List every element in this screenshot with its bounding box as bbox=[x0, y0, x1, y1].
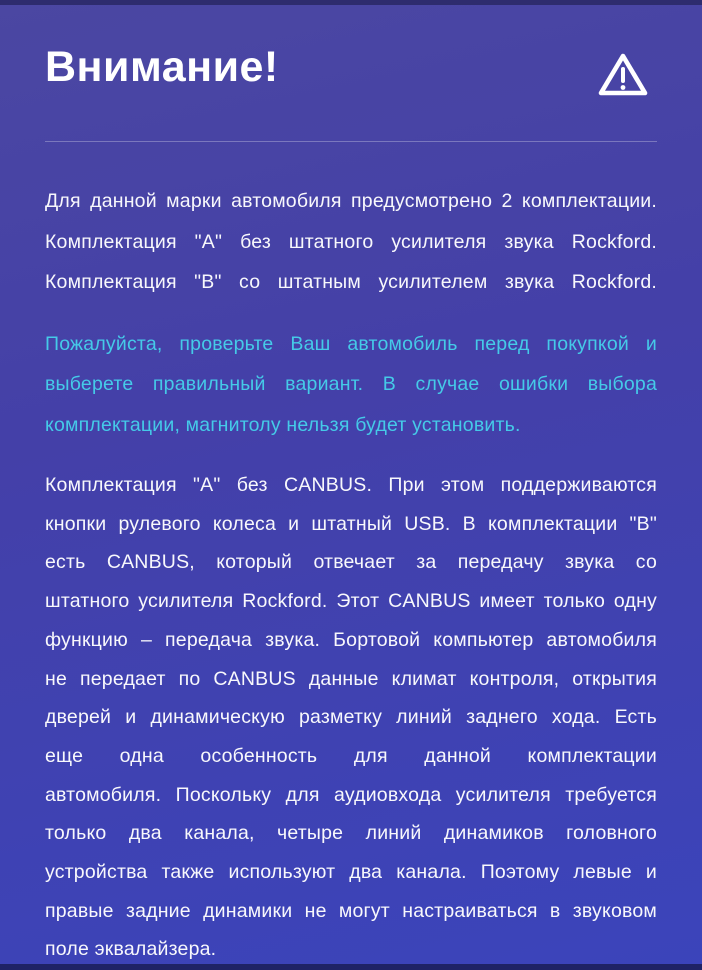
divider-line bbox=[45, 141, 657, 142]
text-line: функцию – передача звука. Бортовой компьютер автомобиля bbox=[45, 628, 657, 651]
warning-triangle-icon bbox=[595, 50, 651, 107]
text-line: Для данной марки автомобиля предусмотрено 2 комплектации. bbox=[45, 190, 657, 212]
bottom-edge-bar bbox=[0, 964, 702, 970]
text-line: выберете правильный вариант. В случае ошибки выбора bbox=[45, 373, 657, 395]
text-line: комплектации, магнитолу нельзя будет установить. bbox=[45, 413, 521, 436]
page-title: Внимание! bbox=[45, 43, 279, 91]
text-line: не передает по CANBUS данные климат контроля, открытия bbox=[45, 667, 657, 690]
text-line: кнопки рулевого колеса и штатный USB. В комплектации "В" bbox=[45, 512, 657, 535]
text-line: еще одна особенность для данной комплектации bbox=[45, 744, 657, 767]
notice-header bbox=[45, 0, 657, 107]
paragraph-configurations bbox=[45, 181, 657, 303]
text-line: правые задние динамики не могут настраиваться в звуковом bbox=[45, 899, 657, 922]
text-line: Пожалуйста, проверьте Ваш автомобиль перед покупкой и bbox=[45, 332, 657, 355]
text-line: дверей и динамическую разметку линий заднего хода. Есть bbox=[45, 706, 657, 729]
text-line: автомобиля. Поскольку для аудиовхода усилителя требуется bbox=[45, 783, 657, 806]
text-line: Комплектация "А" без штатного усилителя звука Rockford. bbox=[45, 230, 657, 253]
text-line: устройства также используют два канала. Поэтому левые и bbox=[45, 861, 657, 884]
text-line: только два канала, четыре линий динамиков головного bbox=[45, 822, 657, 845]
paragraph-canbus-details bbox=[45, 466, 657, 969]
text-line: есть CANBUS, который отвечает за передачу звука со bbox=[45, 551, 657, 574]
paragraph-warning-check bbox=[45, 324, 657, 446]
text-line: поле эквалайзера. bbox=[45, 938, 217, 961]
text-line: штатного усилителя Rockford. Этот CANBUS имеет только одну bbox=[45, 590, 657, 613]
text-line: Комплектация "А" без CANBUS. При этом поддерживаются bbox=[45, 474, 657, 496]
text-line: Комплектация "В" со штатным усилителем звука Rockford. bbox=[45, 271, 657, 293]
